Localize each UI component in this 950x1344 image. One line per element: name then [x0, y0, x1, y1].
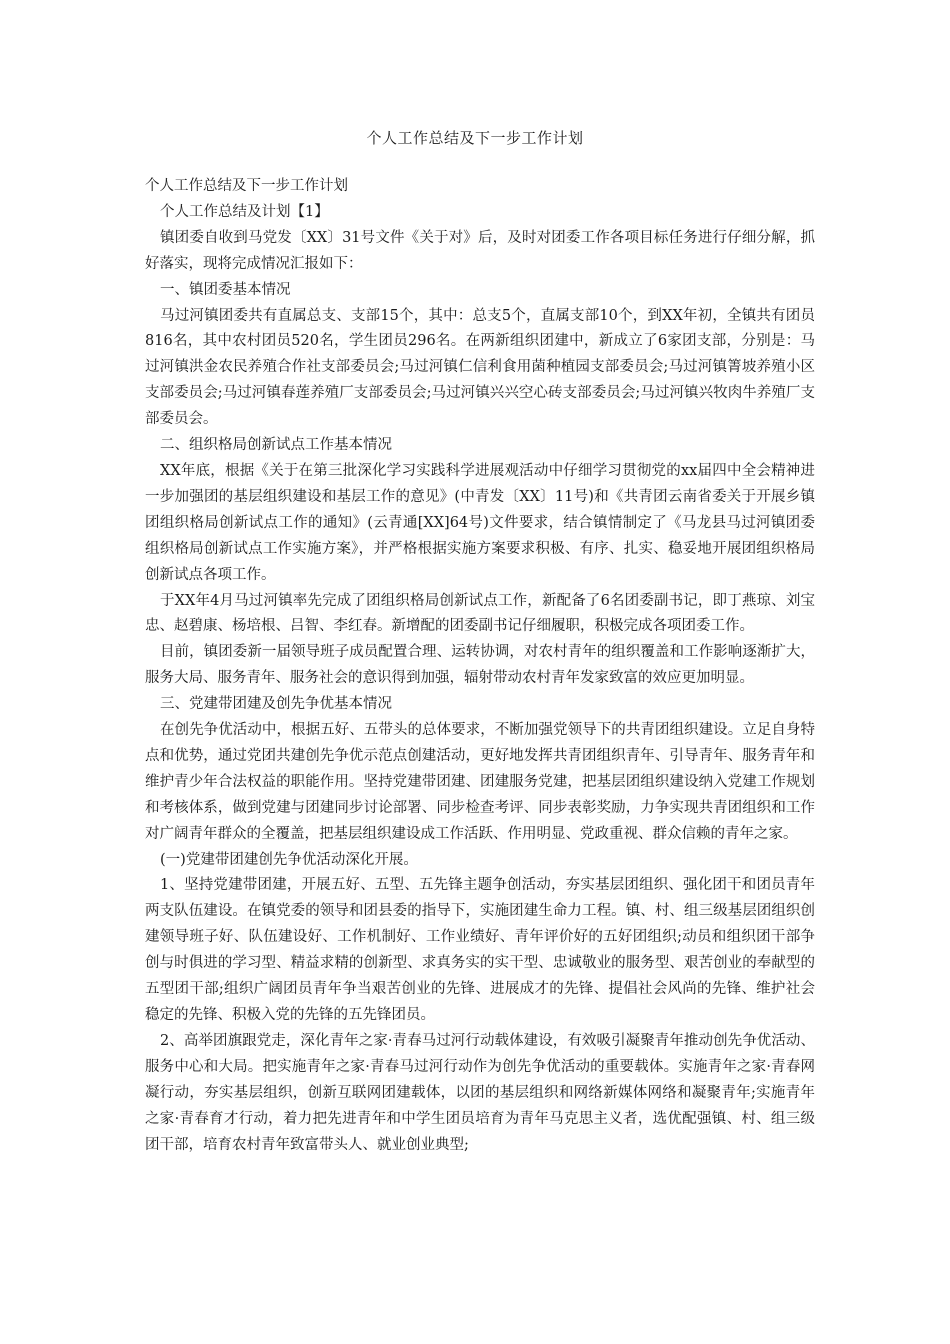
document-title: 个人工作总结及下一步工作计划 [366, 129, 584, 147]
document-body [145, 174, 815, 1158]
paragraph: 一、镇团委基本情况 [160, 281, 291, 298]
paragraph: 马过河镇团委共有直属总支、支部15个，其中：总支5个，直属支部10个，到XX年初，全镇共有团员816名，其中农村团员520名，学生团员296名。在两新组织团建中，新成立了6家团支部，分别是：马过河镇洪金农民养殖合作社支部委员会;马过河镇仁信利食用菌种植园支部委员会;马过河镇箐坡养殖小区支部委员会;马过河镇春莲养殖厂支部委员会;马过河镇兴兴空心砖支部委员会;马过河镇兴牧肉牛养殖厂支部委员会。 [145, 307, 815, 428]
paragraph: 个人工作总结及下一步工作计划 [145, 178, 348, 194]
paragraph: 1、坚持党建带团建，开展五好、五型、五先锋主题争创活动，夯实基层团组织、强化团干和团员青年两支队伍建设。在镇党委的领导和团县委的指导下，实施团建生命力工程。镇、村、组三级基层团组织创建领导班子好、队伍建设好、工作机制好、工作业绩好、青年评价好的五好团组织;动员和组织团干部争创与时俱进的学习型、精益求精的创新型、求真务实的实干型、忠诚敬业的服务型、艰苦创业的奉献型的五型团干部;组织广阔团员青年争当艰苦创业的先锋、进展成才的先锋、提倡社会风尚的先锋、维护社会稳定的先锋、积极入党的先锋的五先锋团员。 [145, 877, 815, 1023]
paragraph: XX年底，根据《关于在第三批深化学习实践科学进展观活动中仔细学习贯彻党的xx届四中全会精神进一步加强团的基层组织建设和基层工作的意见》(中青发〔XX〕11号)和《共青团云南省委关于开展乡镇团组织格局创新试点工作的通知》(云青通[XX]64号)文件要求，结合镇情制定了《马龙县马过河镇团委组织格局创新试点工作实施方案》，并严格根据实施方案要求积极、有序、扎实、稳妥地开展团组织格局创新试点各项工作。 [145, 462, 815, 583]
paragraph: 在创先争优活动中，根据五好、五带头的总体要求，不断加强党领导下的共青团组织建设。立足自身特点和优势，通过党团共建创先争优示范点创建活动，更好地发挥共青团组织青年、引导青年、服务青年和维护青少年合法权益的职能作用。坚持党建带团建、团建服务党建，把基层团组织建设纳入党建工作规划和考核体系，做到党建与团建同步讨论部署、同步检查考评、同步表彰奖励，力争实现共青团组织和工作对广阔青年群众的全覆盖，把基层组织建设成工作活跃、作用明显、党政重视、群众信赖的青年之家。 [145, 722, 815, 842]
paragraph: (一)党建带团建创先争优活动深化开展。 [160, 851, 418, 868]
paragraph: 目前，镇团委新一届领导班子成员配置合理、运转协调，对农村青年的组织覆盖和工作影响逐渐扩大，服务大局、服务青年、服务社会的意识得到加强，辐射带动农村青年发家致富的效应更加明显。 [145, 644, 815, 687]
paragraph: 二、组织格局创新试点工作基本情况 [160, 437, 392, 454]
paragraph: 三、党建带团建及创先争优基本情况 [160, 696, 392, 713]
paragraph: 2、高举团旗跟党走，深化青年之家·青春马过河行动载体建设，有效吸引凝聚青年推动创先争优活动、服务中心和大局。把实施青年之家·青春马过河行动作为创先争优活动的重要载体。实施青年之家·青春网凝行动，夯实基层组织，创新互联网团建载体，以团的基层组织和网络新媒体网络和凝聚青年;实施青年之家·青春育才行动，着力把先进青年和中学生团员培育为青年马克思主义者，选优配强镇、村、组三级团干部，培育农村青年致富带头人、就业创业典型; [145, 1032, 815, 1153]
paragraph: 于XX年4月马过河镇率先完成了团组织格局创新试点工作，新配备了6名团委副书记，即丁燕琼、刘宝忠、赵碧康、杨培根、吕智、李红春。新增配的团委副书记仔细履职，积极完成各项团委工作。 [145, 592, 815, 635]
paragraph: 镇团委自收到马党发〔XX〕31号文件《关于对》后，及时对团委工作各项目标任务进行仔细分解，抓好落实，现将完成情况汇报如下： [145, 229, 815, 272]
paragraph: 个人工作总结及计划【1】 [160, 203, 329, 220]
